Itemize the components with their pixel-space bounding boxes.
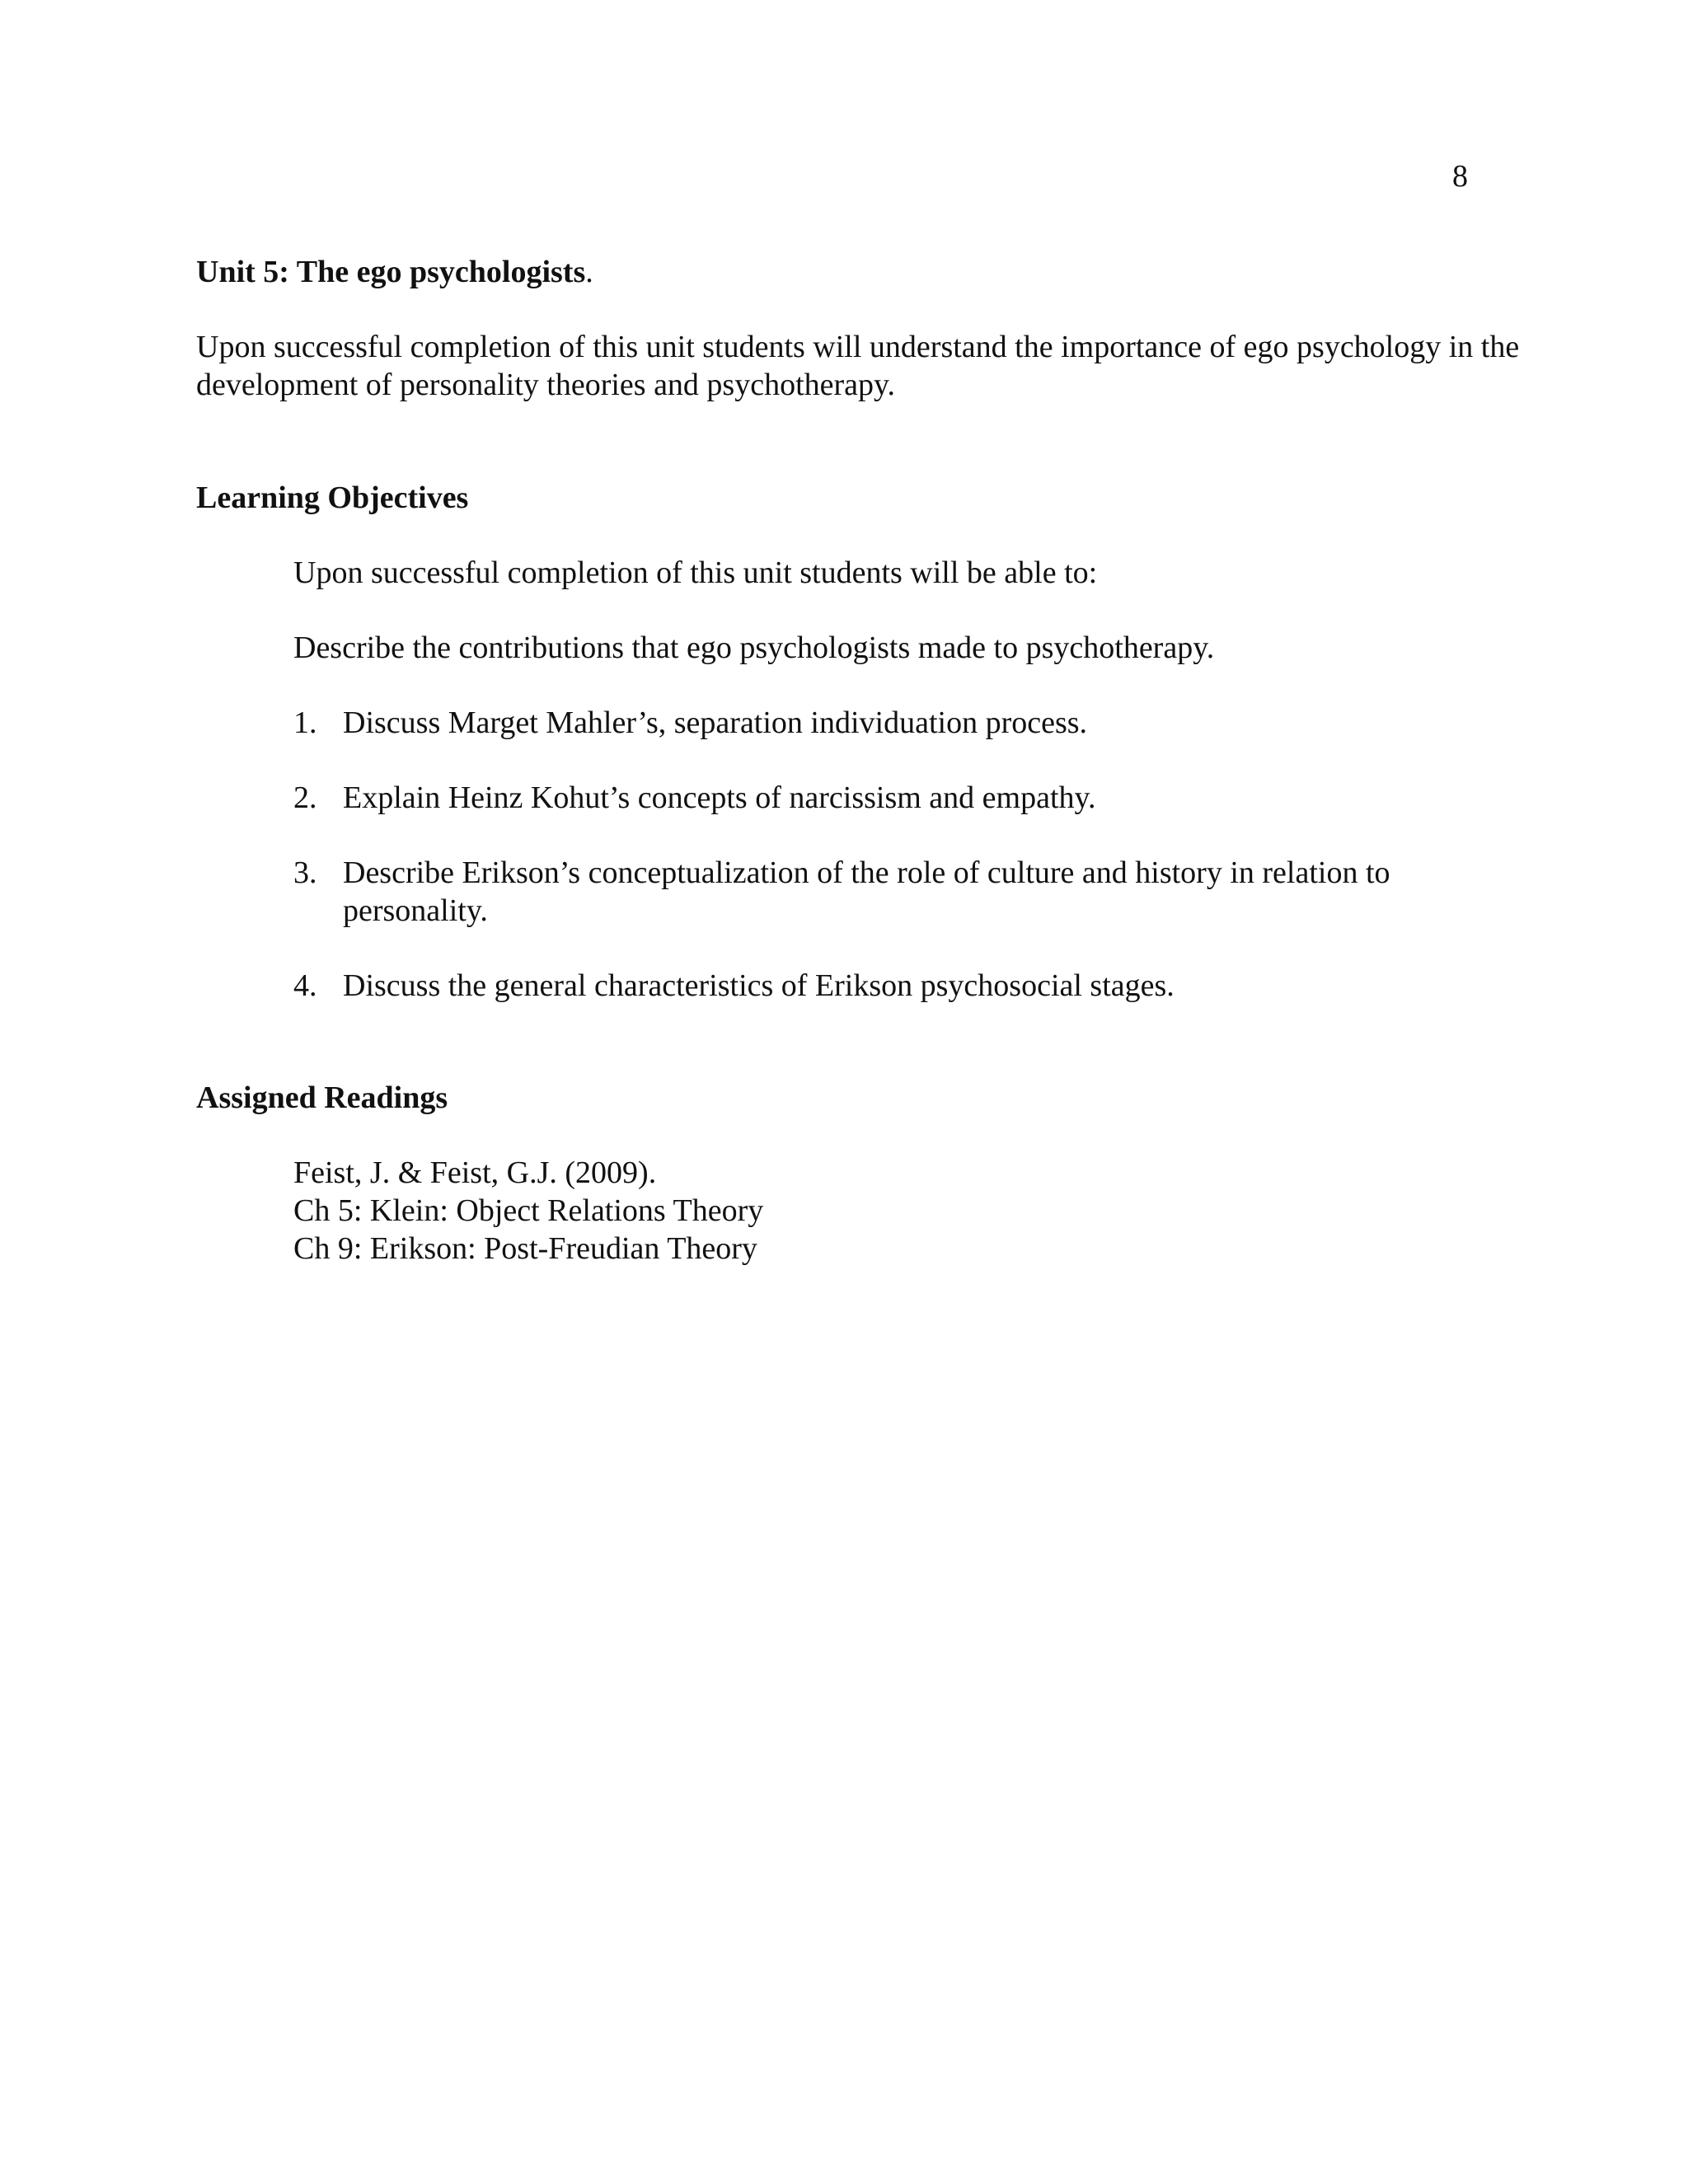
- reading-line: Ch 9: Erikson: Post-Freudian Theory: [293, 1231, 757, 1266]
- objective-item: [293, 704, 1464, 742]
- unit-title: [196, 254, 593, 290]
- objective-text: Explain Heinz Kohut’s concepts of narcissism and empathy.: [343, 780, 1096, 815]
- objective-text: Discuss the general characteristics of Erikson psychosocial stages.: [343, 968, 1175, 1003]
- learning-objectives-heading: Learning Objectives: [196, 480, 469, 515]
- assigned-readings-list: [293, 1154, 763, 1268]
- learning-objectives-lead: Upon successful completion of this unit students will be able to:: [293, 555, 1098, 590]
- objective-item: [293, 967, 1464, 1005]
- page-number: 8: [1452, 159, 1468, 194]
- objective-number: 3.: [293, 855, 317, 890]
- reading-line: Ch 5: Klein: Object Relations Theory: [293, 1193, 764, 1228]
- objective-number: 2.: [293, 780, 317, 815]
- unit-intro: Upon successful completion of this unit students will understand the importance of ego psychology in the development of personality theories and psychotherapy.: [196, 330, 1520, 402]
- unit-title-text: Unit 5: The ego psychologists: [196, 255, 586, 289]
- objective-text: Describe Erikson’s conceptualization of the role of culture and history in relation to personality.: [343, 855, 1390, 928]
- assigned-readings-heading: Assigned Readings: [196, 1080, 448, 1115]
- objective-number: 1.: [293, 705, 317, 740]
- reading-line: Feist, J. & Feist, G.J. (2009).: [293, 1155, 657, 1190]
- objective-number: 4.: [293, 968, 317, 1003]
- objective-item: [293, 854, 1464, 930]
- learning-objectives-describe: Describe the contributions that ego psychologists made to psychotherapy.: [293, 630, 1215, 665]
- unit-title-period: .: [585, 255, 593, 289]
- objective-text: Discuss Marget Mahler’s, separation individuation process.: [343, 705, 1088, 740]
- objective-item: [293, 779, 1464, 817]
